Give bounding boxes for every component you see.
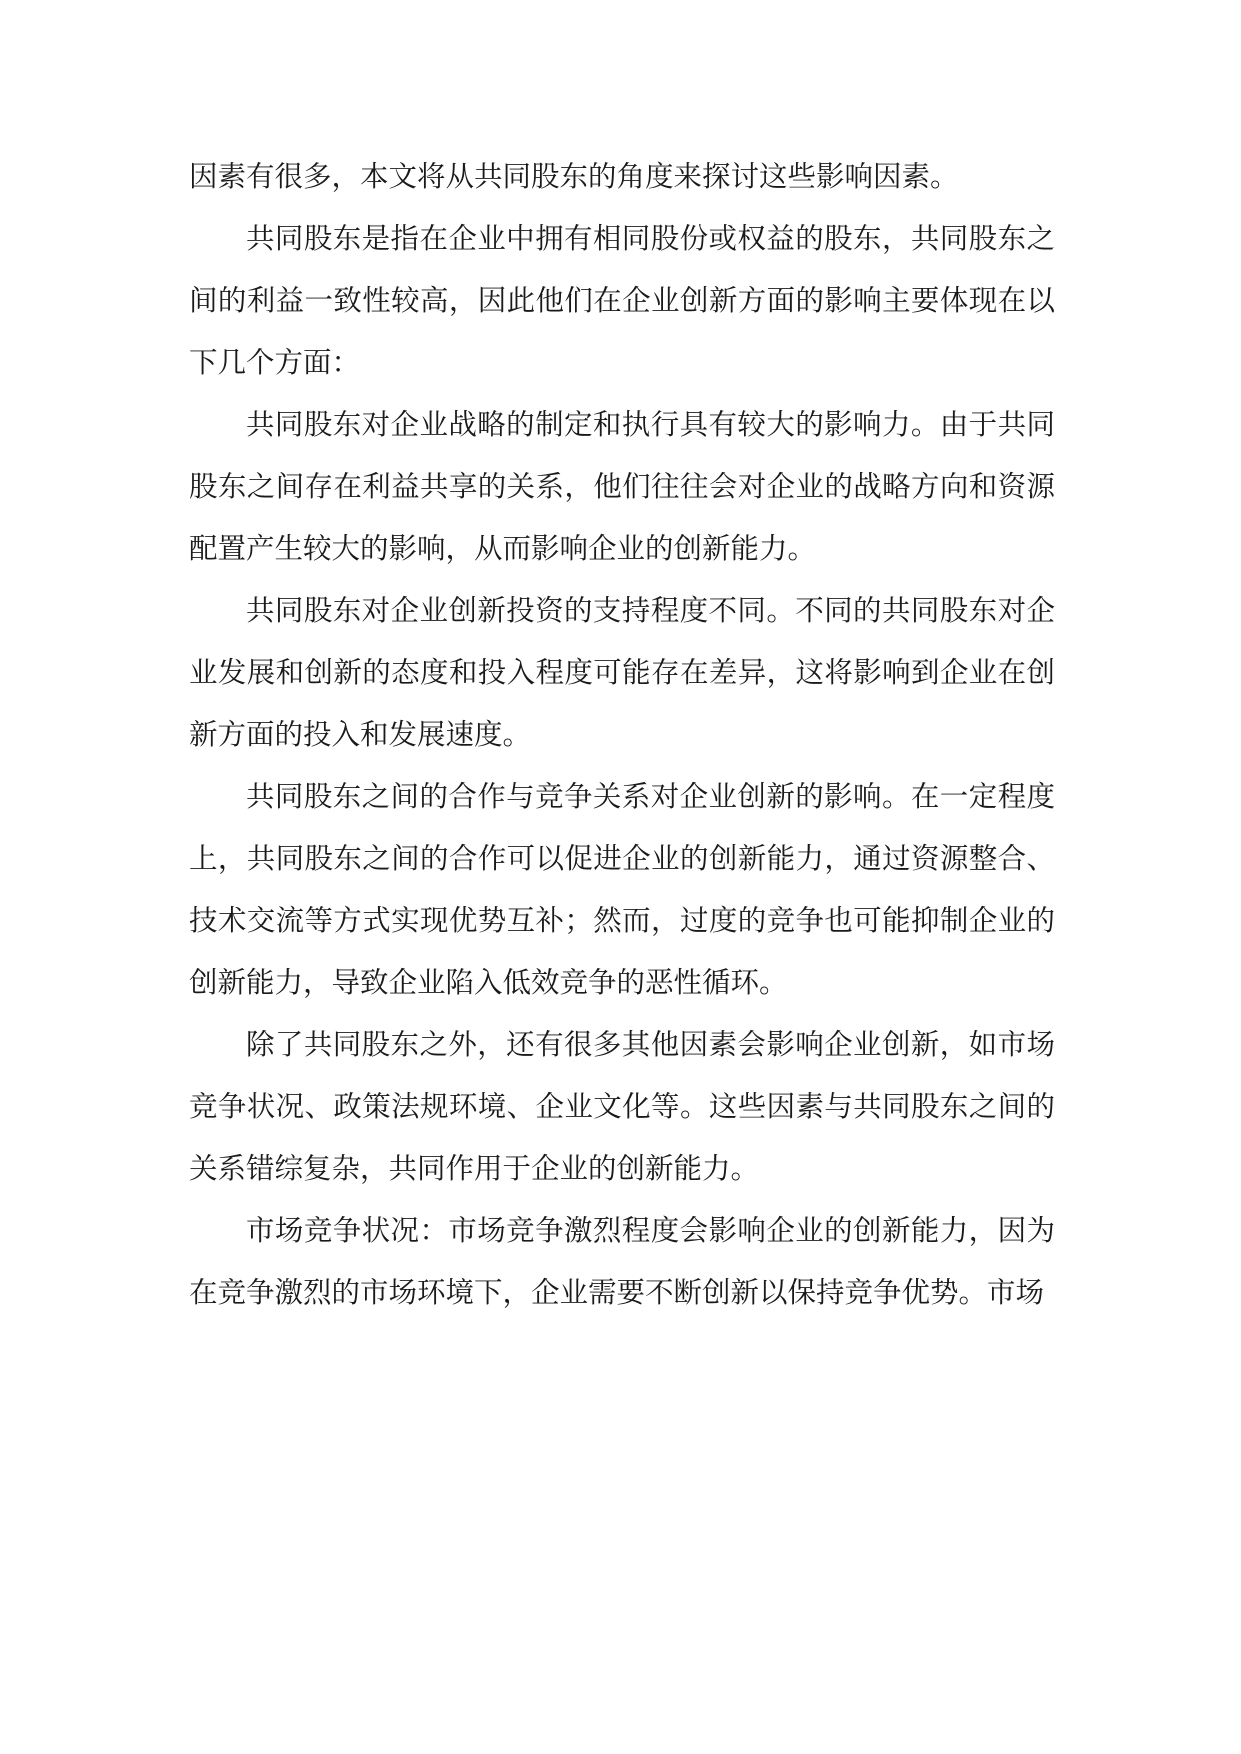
paragraph-cooperation-competition: 共同股东之间的合作与竞争关系对企业创新的影响。在一定程度上，共同股东之间的合作可以促进企业的创新能力，通过资源整合、技术交流等方式实现优势互补；然而，过度的竞争也可能抑制企业的创新能力，导致企业陷入低效竞争的恶性循环。 <box>189 780 1055 999</box>
paragraph-strategy-influence: 共同股东对企业战略的制定和执行具有较大的影响力。由于共同股东之间存在利益共享的关系，他们往往会对企业的战略方向和资源配置产生较大的影响，从而影响企业的创新能力。 <box>189 408 1055 565</box>
paragraph-continuation: 因素有很多，本文将从共同股东的角度来探讨这些影响因素。 <box>189 160 959 193</box>
paragraph-common-shareholder-definition: 共同股东是指在企业中拥有相同股份或权益的股东，共同股东之间的利益一致性较高，因此他们在企业创新方面的影响主要体现在以下几个方面： <box>189 222 1055 379</box>
paragraph-market-competition: 市场竞争状况：市场竞争激烈程度会影响企业的创新能力，因为在竞争激烈的市场环境下，企业需要不断创新以保持竞争优势。市场 <box>189 1214 1055 1309</box>
document-body <box>189 146 1055 1324</box>
paragraph-other-factors: 除了共同股东之外，还有很多其他因素会影响企业创新，如市场竞争状况、政策法规环境、企业文化等。这些因素与共同股东之间的关系错综复杂，共同作用于企业的创新能力。 <box>189 1028 1055 1185</box>
paragraph-investment-support: 共同股东对企业创新投资的支持程度不同。不同的共同股东对企业发展和创新的态度和投入程度可能存在差异，这将影响到企业在创新方面的投入和发展速度。 <box>189 594 1055 751</box>
